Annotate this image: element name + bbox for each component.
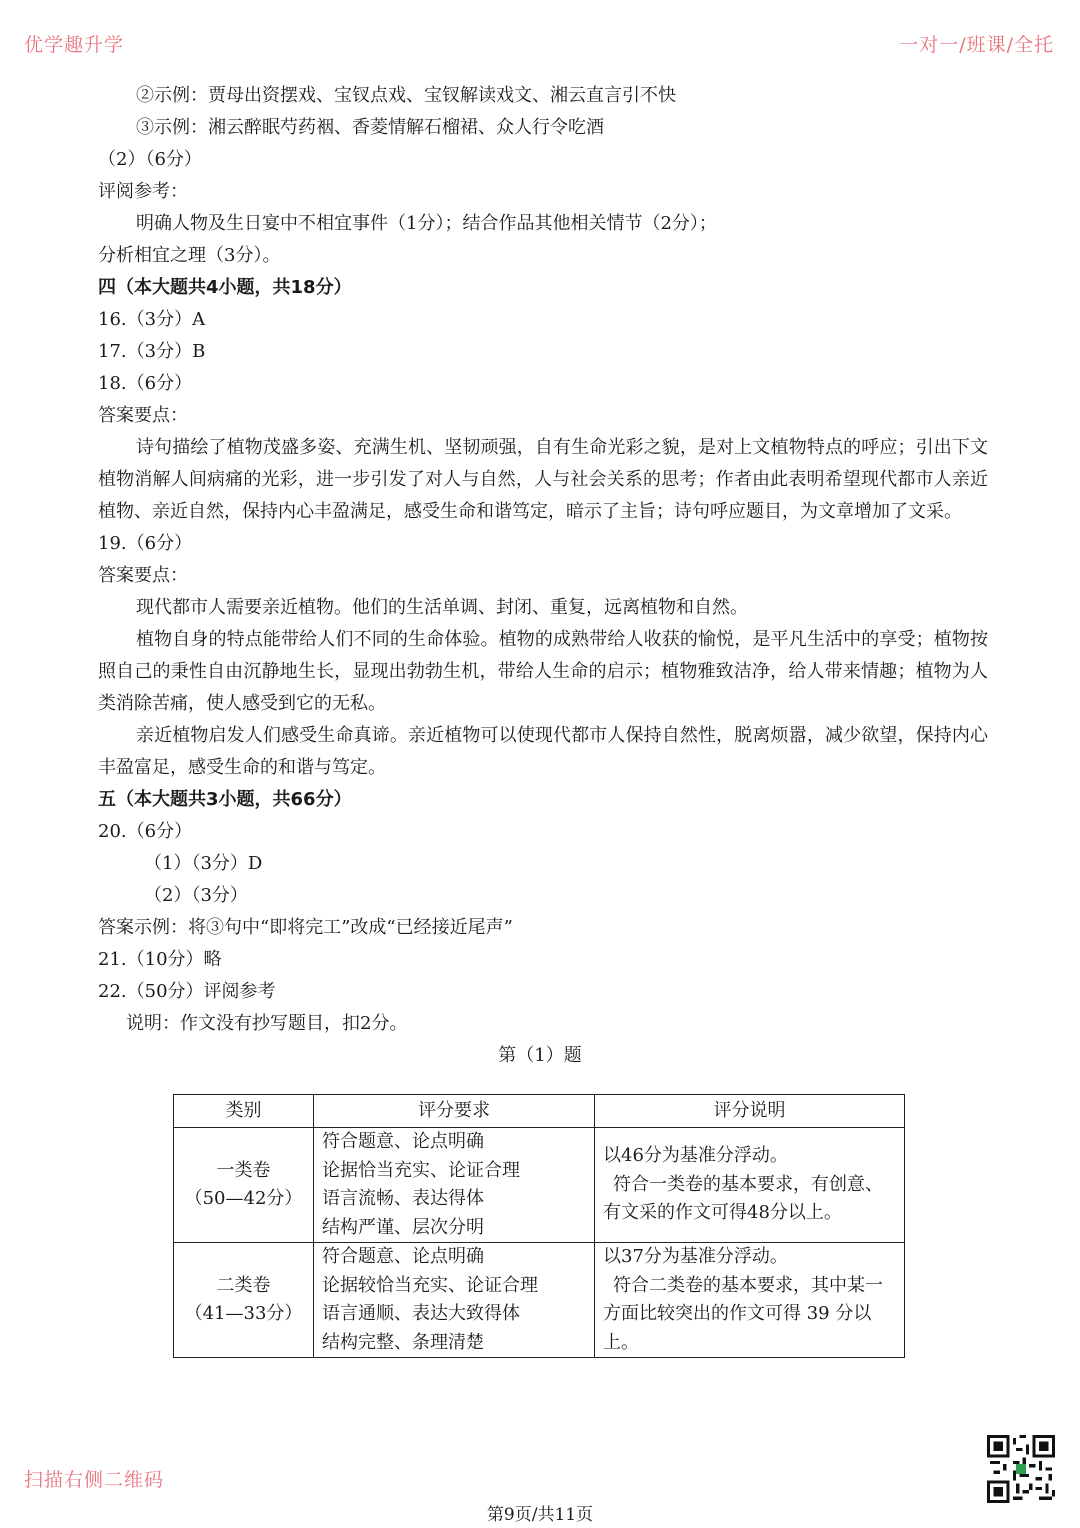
answer-19-paragraph-2: 植物自身的特点能带给人们不同的生命体验。植物的成熟带给人收获的愉悦，是平凡生活中的享受；植物按照自己的秉性自由沉静地生长，显现出勃勃生机，带给人生命的启示；植物雅致洁净，给人带来情趣；植物为人类消除苦痛，使人感受到它的无私。 — [98, 629, 988, 714]
page-number: 第9页/共11页 — [486, 1505, 594, 1525]
table-row — [174, 1243, 905, 1358]
header-brand: 优学趣升学 — [24, 34, 125, 56]
requirement-item: 符合题意、论点明确 — [322, 1131, 484, 1152]
answer-19: 19.（6分） — [98, 533, 193, 554]
category-name: 二类卷 — [216, 1274, 271, 1296]
category-name: 一类卷 — [216, 1159, 271, 1181]
table-row — [174, 1128, 905, 1243]
requirement-item: 符合题意、论点明确 — [322, 1246, 484, 1267]
requirement-item: 论据较恰当充实、论证合理 — [322, 1274, 538, 1296]
category-range: （50—42分） — [184, 1188, 303, 1209]
requirement-item: 结构严谨、层次分明 — [322, 1216, 484, 1238]
note-base: 以37分为基准分浮动。 — [603, 1246, 788, 1267]
category-cell — [174, 1243, 314, 1358]
category-range: （41—33分） — [184, 1303, 303, 1324]
table-caption: 第（1）题 — [498, 1045, 582, 1066]
scoring-table — [173, 1094, 905, 1358]
notes-cell — [595, 1128, 905, 1243]
answer-19-paragraph-1: 现代都市人需要亲近植物。他们的生活单调、封闭、重复，远离植物和自然。 — [136, 597, 748, 618]
table-header-notes: 评分说明 — [595, 1095, 905, 1128]
answer-19-paragraph-3: 亲近植物启发人们感受生命真谛。亲近植物可以使现代都市人保持自然性，脱离烦嚣，减少欲望，保持内心丰盈富足，感受生命的和谐与笃定。 — [98, 725, 988, 778]
table-header-category: 类别 — [174, 1095, 314, 1128]
requirements-cell — [314, 1243, 595, 1358]
note-base: 以46分为基准分浮动。 — [603, 1145, 788, 1167]
requirement-item: 论据恰当充实、论证合理 — [322, 1159, 520, 1181]
review-reference-label: 评阅参考： — [98, 181, 188, 202]
answer-16: 16.（3分）A — [98, 309, 206, 330]
requirements-cell — [314, 1128, 595, 1243]
review-reference-text: 明确人物及生日宴中不相宜事件（1分）；结合作品其他相关情节（2分）； — [136, 213, 717, 234]
requirement-item: 结构完整、条理清楚 — [322, 1331, 484, 1353]
answer-22: 22.（50分）评阅参考 — [98, 981, 276, 1002]
footer-scan-hint: 扫描右侧二维码 — [24, 1469, 165, 1491]
answer-18-paragraph: 诗句描绘了植物茂盛多姿、充满生机、坚韧顽强，自有生命光彩之貌，是对上文植物特点的呼应；引出下文植物消解人间病痛的光彩，进一步引发了对人与自然，人与社会关系的思考；作者由此表明希望现代都市人亲近植物、亲近自然，保持内心丰盈满足，感受生命和谐笃定，暗示了主旨；诗句呼应题目，为文章增加了文采。 — [98, 437, 988, 522]
page-body — [98, 80, 988, 1072]
requirement-item: 语言流畅、表达得体 — [322, 1188, 484, 1209]
requirement-item: 语言通顺、表达大致得体 — [322, 1303, 520, 1324]
sub-question-2: （2）（6分） — [98, 149, 202, 170]
answer-20: 20.（6分） — [98, 821, 193, 842]
notes-cell — [595, 1243, 905, 1358]
example-3: ③示例：湘云醉眠芍药裀、香菱情解石榴裙、众人行令吃酒 — [136, 117, 604, 138]
section-5-heading: 五（本大题共3小题，共66分） — [98, 789, 352, 810]
note-detail: 符合二类卷的基本要求，其中某一方面比较突出的作文可得 39 分以上。 — [603, 1274, 883, 1353]
answer-17: 17.（3分）B — [98, 341, 206, 362]
essay-note: 说明：作文没有抄写题目，扣2分。 — [126, 1013, 408, 1034]
answer-20-example: 答案示例：将③句中“即将完工”改成“已经接近尾声” — [98, 917, 513, 938]
category-cell — [174, 1128, 314, 1243]
example-2: ②示例：贾母出资摆戏、宝钗点戏、宝钗解读戏文、湘云直言引不快 — [136, 85, 676, 106]
qr-code-icon[interactable] — [987, 1435, 1055, 1503]
header-tagline: 一对一/班课/全托 — [899, 34, 1054, 56]
answer-key-label: 答案要点： — [98, 405, 188, 426]
answer-18: 18.（6分） — [98, 373, 193, 394]
answer-20-2: （2）（3分） — [144, 885, 248, 906]
section-4-heading: 四（本大题共4小题，共18分） — [98, 277, 352, 298]
table-header-row — [174, 1095, 905, 1128]
answer-key-label: 答案要点： — [98, 565, 188, 586]
answer-20-1: （1）（3分）D — [144, 853, 263, 874]
note-detail: 符合一类卷的基本要求，有创意、有文采的作文可得48分以上。 — [603, 1173, 883, 1224]
answer-21: 21.（10分）略 — [98, 949, 222, 970]
table-header-requirements: 评分要求 — [314, 1095, 595, 1128]
review-reference-text-2: 分析相宜之理（3分）。 — [98, 245, 281, 266]
